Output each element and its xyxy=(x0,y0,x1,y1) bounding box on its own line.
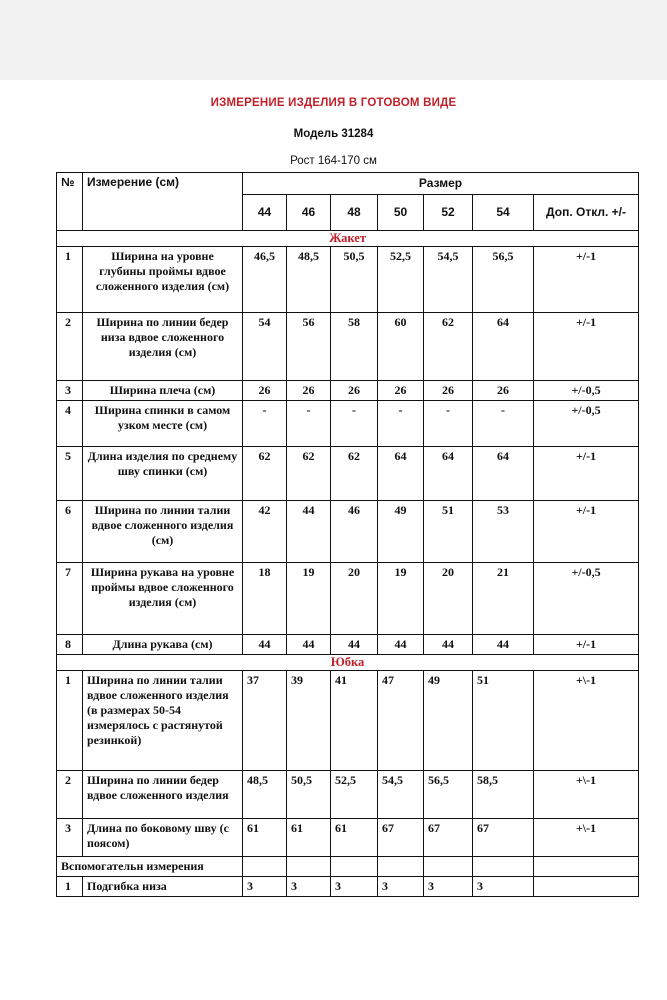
table-row xyxy=(57,247,639,313)
tolerance-value: +/-1 xyxy=(534,447,639,501)
size-value: 67 xyxy=(473,819,534,857)
size-value: 62 xyxy=(287,447,331,501)
empty-cell xyxy=(473,857,534,877)
size-value: 26 xyxy=(378,381,424,401)
tolerance-value: +/-1 xyxy=(534,635,639,655)
size-value: 3 xyxy=(378,877,424,897)
measurement-name: Длина по боковому шву (с поясом) xyxy=(83,819,243,857)
tolerance-value: +\-1 xyxy=(534,819,639,857)
size-value: 56,5 xyxy=(424,771,473,819)
size-value: 18 xyxy=(243,563,287,635)
measurement-name: Длина рукава (см) xyxy=(83,635,243,655)
empty-cell xyxy=(378,857,424,877)
size-value: 49 xyxy=(378,501,424,563)
size-value: 44 xyxy=(424,635,473,655)
size-value: 19 xyxy=(287,563,331,635)
row-number: 7 xyxy=(57,563,83,635)
size-value: 53 xyxy=(473,501,534,563)
measurement-name: Ширина по линии талии вдвое сложенного изделия (см) xyxy=(83,501,243,563)
header-size-col: 50 xyxy=(378,195,424,231)
empty-cell xyxy=(424,857,473,877)
size-value: 61 xyxy=(287,819,331,857)
table-row xyxy=(57,877,639,897)
size-value: 46,5 xyxy=(243,247,287,313)
size-value: 62 xyxy=(243,447,287,501)
size-value: 67 xyxy=(424,819,473,857)
size-value: 26 xyxy=(331,381,378,401)
table-row xyxy=(57,635,639,655)
measurement-name: Ширина по линии бедер вдвое сложенного изделия xyxy=(83,771,243,819)
jacket-section-title: Жакет xyxy=(57,231,639,247)
row-number: 8 xyxy=(57,635,83,655)
size-value: 52,5 xyxy=(378,247,424,313)
size-value: 3 xyxy=(424,877,473,897)
size-value: 44 xyxy=(473,635,534,655)
table-row xyxy=(57,381,639,401)
tolerance-value: +/-1 xyxy=(534,501,639,563)
tolerance-value: +\-1 xyxy=(534,671,639,771)
header-size-col: 52 xyxy=(424,195,473,231)
size-value: 44 xyxy=(243,635,287,655)
auxiliary-section-title: Вспомогательн измерения xyxy=(57,857,243,877)
size-value: 42 xyxy=(243,501,287,563)
table-row xyxy=(57,819,639,857)
tolerance-value: +/-0,5 xyxy=(534,563,639,635)
size-value: 54 xyxy=(243,313,287,381)
size-value: 64 xyxy=(378,447,424,501)
size-value: 51 xyxy=(424,501,473,563)
size-value: 47 xyxy=(378,671,424,771)
size-value: 26 xyxy=(473,381,534,401)
skirt-section-row xyxy=(57,655,639,671)
size-value: 64 xyxy=(473,313,534,381)
header-size-col: 48 xyxy=(331,195,378,231)
header-size-col: 46 xyxy=(287,195,331,231)
size-value: - xyxy=(287,401,331,447)
row-number: 6 xyxy=(57,501,83,563)
size-value: 58,5 xyxy=(473,771,534,819)
measurement-name: Ширина на уровне глубины проймы вдвое сложенного изделия (см) xyxy=(83,247,243,313)
tolerance-value xyxy=(534,877,639,897)
table-row xyxy=(57,313,639,381)
size-value: 3 xyxy=(331,877,378,897)
size-value: 26 xyxy=(287,381,331,401)
height-range: Рост 164-170 см xyxy=(290,155,377,167)
size-value: 20 xyxy=(331,563,378,635)
size-value: 62 xyxy=(331,447,378,501)
size-value: 20 xyxy=(424,563,473,635)
header-size: Размер xyxy=(243,173,639,195)
header-tolerance: Доп. Откл. +/- xyxy=(534,195,639,231)
size-value: 44 xyxy=(378,635,424,655)
empty-cell xyxy=(243,857,287,877)
row-number: 2 xyxy=(57,771,83,819)
size-value: - xyxy=(331,401,378,447)
size-value: 54,5 xyxy=(424,247,473,313)
row-number: 5 xyxy=(57,447,83,501)
empty-cell xyxy=(287,857,331,877)
measurement-name: Подгибка низа xyxy=(83,877,243,897)
row-number: 2 xyxy=(57,313,83,381)
tolerance-value: +/-1 xyxy=(534,247,639,313)
row-number: 4 xyxy=(57,401,83,447)
size-value: 56 xyxy=(287,313,331,381)
size-value: - xyxy=(473,401,534,447)
size-value: 50,5 xyxy=(331,247,378,313)
row-number: 3 xyxy=(57,381,83,401)
measurement-name: Ширина спинки в самом узком месте (см) xyxy=(83,401,243,447)
size-value: 49 xyxy=(424,671,473,771)
header-num: № xyxy=(57,173,83,231)
table-row xyxy=(57,447,639,501)
size-value: 26 xyxy=(424,381,473,401)
size-value: 19 xyxy=(378,563,424,635)
size-value: 44 xyxy=(331,635,378,655)
size-value: 52,5 xyxy=(331,771,378,819)
tolerance-value: +\-1 xyxy=(534,771,639,819)
size-value: 61 xyxy=(243,819,287,857)
size-value: 56,5 xyxy=(473,247,534,313)
size-value: 3 xyxy=(287,877,331,897)
measurement-name: Ширина по линии талии вдвое сложенного изделия (в размерах 50-54 измерялось с растянутой резинкой) xyxy=(83,671,243,771)
tolerance-value: +/-0,5 xyxy=(534,381,639,401)
size-value: - xyxy=(243,401,287,447)
size-value: 60 xyxy=(378,313,424,381)
measurement-table xyxy=(56,172,639,897)
auxiliary-section-row xyxy=(57,857,639,877)
size-value: 37 xyxy=(243,671,287,771)
jacket-section-row xyxy=(57,231,639,247)
table-row xyxy=(57,671,639,771)
size-value: 62 xyxy=(424,313,473,381)
size-value: 3 xyxy=(473,877,534,897)
measurement-name: Ширина плеча (см) xyxy=(83,381,243,401)
measurement-name: Ширина рукава на уровне проймы вдвое сложенного изделия (см) xyxy=(83,563,243,635)
table-row xyxy=(57,563,639,635)
size-value: 67 xyxy=(378,819,424,857)
size-value: 44 xyxy=(287,501,331,563)
size-value: 3 xyxy=(243,877,287,897)
skirt-section-title: Юбка xyxy=(57,655,639,671)
size-value: 21 xyxy=(473,563,534,635)
header-row-top xyxy=(57,173,639,195)
size-value: 46 xyxy=(331,501,378,563)
size-value: - xyxy=(378,401,424,447)
size-value: 58 xyxy=(331,313,378,381)
size-value: 48,5 xyxy=(287,247,331,313)
size-value: 54,5 xyxy=(378,771,424,819)
size-value: - xyxy=(424,401,473,447)
row-number: 3 xyxy=(57,819,83,857)
row-number: 1 xyxy=(57,247,83,313)
empty-cell xyxy=(534,857,639,877)
size-value: 48,5 xyxy=(243,771,287,819)
size-value: 50,5 xyxy=(287,771,331,819)
tolerance-value: +/-1 xyxy=(534,313,639,381)
document-page xyxy=(0,80,667,1000)
size-value: 41 xyxy=(331,671,378,771)
table-row xyxy=(57,501,639,563)
size-value: 51 xyxy=(473,671,534,771)
row-number: 1 xyxy=(57,877,83,897)
size-value: 61 xyxy=(331,819,378,857)
header-size-col: 44 xyxy=(243,195,287,231)
document-title: ИЗМЕРЕНИЕ ИЗДЕЛИЯ В ГОТОВОМ ВИДЕ xyxy=(210,97,457,109)
row-number: 1 xyxy=(57,671,83,771)
size-value: 64 xyxy=(424,447,473,501)
size-value: 64 xyxy=(473,447,534,501)
header-size-col: 54 xyxy=(473,195,534,231)
size-value: 44 xyxy=(287,635,331,655)
table-row xyxy=(57,771,639,819)
header-measurement: Измерение (см) xyxy=(83,173,243,231)
measurement-name: Длина изделия по среднему шву спинки (см) xyxy=(83,447,243,501)
tolerance-value: +/-0,5 xyxy=(534,401,639,447)
size-value: 26 xyxy=(243,381,287,401)
table-row xyxy=(57,401,639,447)
measurement-name: Ширина по линии бедер низа вдвое сложенного изделия (см) xyxy=(83,313,243,381)
size-value: 39 xyxy=(287,671,331,771)
empty-cell xyxy=(331,857,378,877)
model-number: Модель 31284 xyxy=(293,128,374,140)
